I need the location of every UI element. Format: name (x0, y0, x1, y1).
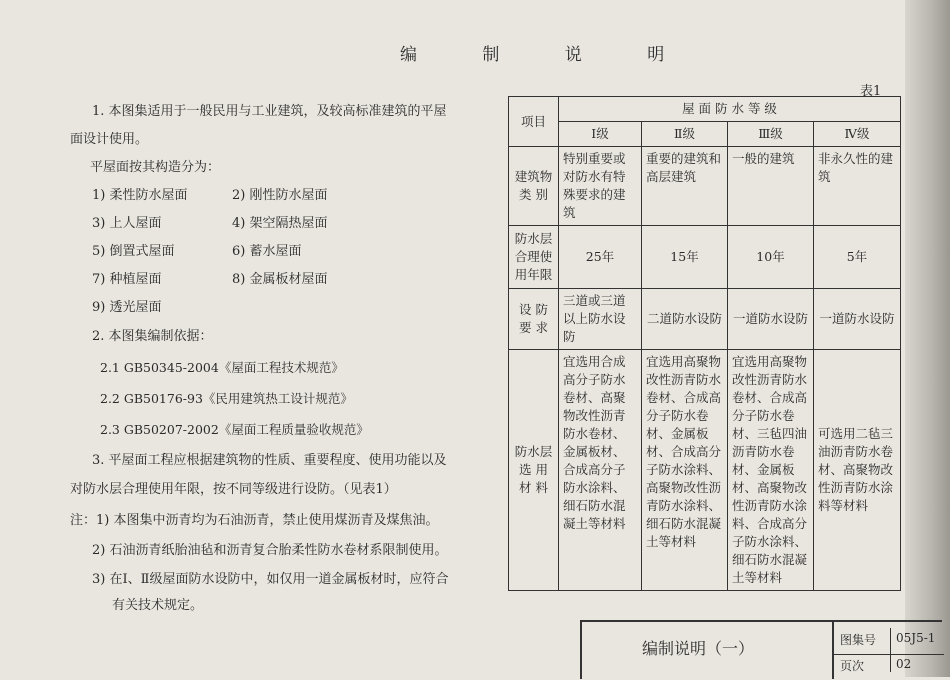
page-number-label: 页次 (840, 659, 865, 673)
roof-type-4: 4) 架空隔热屋面 (232, 216, 328, 231)
table-cell: 二道防水设防 (642, 289, 728, 350)
title-block-meta (832, 622, 944, 679)
page-title: 编 制 说 明 (400, 45, 695, 65)
table-number: 表1 (860, 84, 882, 99)
roof-types-heading: 平屋面按其构造分为： (90, 160, 221, 175)
table-cell: 15年 (642, 226, 728, 289)
title-block-title: 编制说明（一） (642, 639, 755, 658)
paragraph-3: 3. 平屋面工程应根据建筑物的性质、重要程度、使用功能以及 (92, 453, 447, 468)
note-3-cont: 有关技术规定。 (112, 598, 204, 613)
table-cell: 10年 (728, 226, 814, 289)
table-cell: 25年 (559, 226, 642, 289)
table-cell: 一道防水设防 (814, 289, 901, 350)
table-cell: 宜选用合成高分子防水卷材、高聚物改性沥青防水卷材、金属板材、合成高分子防水涂料、细石防水混凝土等材料 (559, 350, 642, 591)
table-item-header: 项目 (509, 97, 559, 147)
roof-type-7: 7) 种植屋面 (92, 272, 162, 287)
roof-type-5: 5) 倒置式屋面 (92, 244, 175, 259)
roof-type-9: 9) 透光屋面 (92, 300, 162, 315)
standard-3: 2.3 GB50207-2002《屋面工程质量验收规范》 (100, 422, 369, 437)
table-cell: 重要的建筑和高层建筑 (642, 147, 728, 226)
table-cell: 宜选用高聚物改性沥青防水卷材、合成高分子防水卷材、金属板材、合成高分子防水涂料、高聚物改性沥青防水涂料、细石防水混凝土等材料 (642, 350, 728, 591)
page-number-value: 02 (896, 657, 912, 671)
table-cell: 可选用二毡三油沥青防水卷材、高聚物改性沥青防水涂料等材料 (814, 350, 901, 591)
note-2: 2) 石油沥青纸胎油毡和沥青复合胎柔性防水卷材系限制使用。 (92, 543, 448, 558)
table-cell: 5年 (814, 226, 901, 289)
table-cell: 宜选用高聚物改性沥青防水卷材、合成高分子防水卷材、三毡四油沥青防水卷材、金属板材、高聚物改性沥青防水涂料、合成高分子防水涂料、细石防水混凝土等材料 (728, 350, 814, 591)
page-edge-shadow (905, 0, 950, 677)
row-label-defense-requirement: 设 防要 求 (509, 289, 559, 350)
row-label-building-type: 建筑物类 别 (509, 147, 559, 226)
title-block (580, 620, 950, 677)
page-number-row (834, 654, 944, 680)
level-2-header: Ⅱ级 (642, 122, 728, 147)
roof-type-8: 8) 金属板材屋面 (232, 272, 328, 287)
table-group-header: 屋 面 防 水 等 级 (559, 97, 901, 122)
paragraph-3-cont: 对防水层合理使用年限，按不同等级进行设防。（见表1） (70, 482, 397, 497)
table-cell: 一道防水设防 (728, 289, 814, 350)
waterproof-grade-table (508, 96, 901, 591)
roof-type-1: 1) 柔性防水屋面 (92, 188, 188, 203)
paragraph-1-cont: 面设计使用。 (70, 132, 149, 147)
roof-type-3: 3) 上人屋面 (92, 216, 162, 231)
atlas-number-value: 05J5-1 (896, 631, 936, 645)
roof-type-2: 2) 刚性防水屋面 (232, 188, 328, 203)
row-label-service-life: 防水层合理使用年限 (509, 226, 559, 289)
title-block-frame (580, 620, 942, 679)
level-4-header: Ⅳ级 (814, 122, 901, 147)
table-cell: 一般的建筑 (728, 147, 814, 226)
row-label-materials: 防水层选 用材 料 (509, 350, 559, 591)
atlas-number-label: 图集号 (840, 633, 877, 647)
level-3-header: Ⅲ级 (728, 122, 814, 147)
table-cell: 非永久性的建筑 (814, 147, 901, 226)
atlas-number-row (834, 628, 944, 655)
note-3: 3) 在Ⅰ、Ⅱ级屋面防水设防中，如仅用一道金属板材时，应符合 (92, 572, 449, 587)
basis-heading: 2. 本图集编制依据： (92, 329, 213, 344)
standard-2: 2.2 GB50176-93《民用建筑热工设计规范》 (100, 391, 353, 406)
level-1-header: Ⅰ级 (559, 122, 642, 147)
standard-1: 2.1 GB50345-2004《屋面工程技术规范》 (100, 360, 344, 375)
roof-type-6: 6) 蓄水屋面 (232, 244, 302, 259)
paragraph-1: 1. 本图集适用于一般民用与工业建筑，及较高标准建筑的平屋 (92, 104, 447, 119)
note-1: 注：1) 本图集中沥青均为石油沥青，禁止使用煤沥青及煤焦油。 (70, 513, 439, 528)
table-cell: 特别重要或对防水有特殊要求的建筑 (559, 147, 642, 226)
table-cell: 三道或三道以上防水设防 (559, 289, 642, 350)
